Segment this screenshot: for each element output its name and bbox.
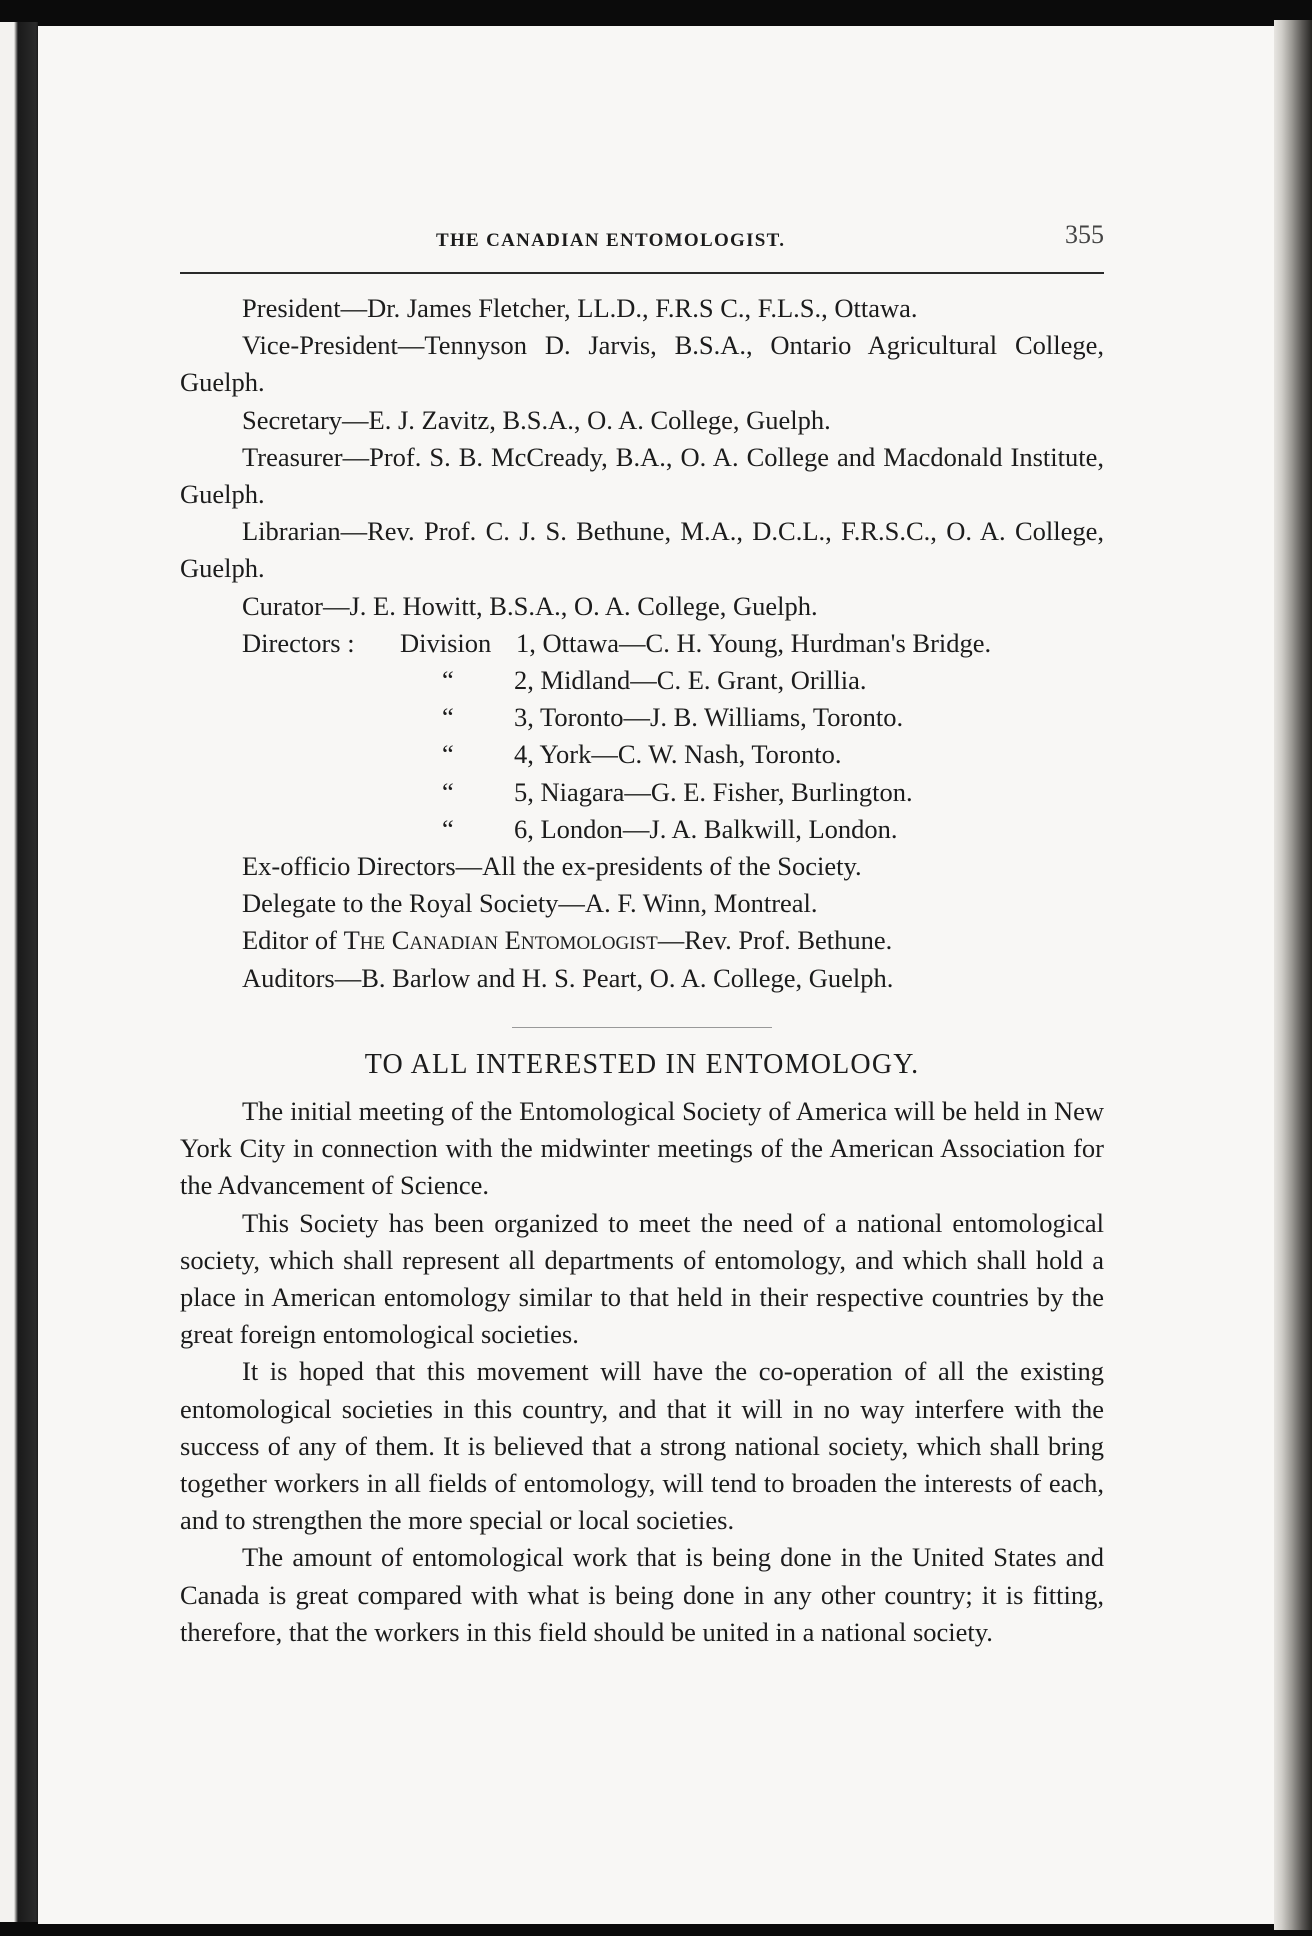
paragraph: The amount of entomological work that is being done in the United States and Canada is great compared with what is being done in any other country; it is fitting, therefore, that the workers in this field should be united in a national society. (180, 1542, 1104, 1647)
section-title: TO ALL INTERESTED IN ENTOMOLOGY. (364, 1048, 920, 1080)
director-entry: 5, Niagara—G. E. Fisher, Burlington. (514, 776, 913, 807)
division-word: Division (400, 627, 492, 658)
directors-row (180, 774, 1104, 811)
directors-row (180, 811, 1104, 848)
auditors: Auditors—B. Barlow and H. S. Peart, O. A. College, Guelph. (242, 962, 894, 993)
director-entry: 2, Midland—C. E. Grant, Orillia. (514, 665, 867, 696)
ditto-mark: “ (442, 665, 454, 696)
ditto-mark: “ (442, 776, 454, 807)
paragraph: It is hoped that this movement will have the co-operation of all the existing entomological societies in this country, and that it will in no way interfere with the success of any of them. It is believed that a strong national society, which shall bring together workers in all fields of entomology, will tend to broaden the interests of each, and to strengthen the more special or local societies. (180, 1356, 1104, 1536)
paragraph: The initial meeting of the Entomological Society of America will be held in New York City in connection with the midwinter meetings of the American Association for the Advancement of Science. (180, 1095, 1104, 1201)
ditto-mark: “ (442, 702, 454, 733)
officer-president: President—Dr. James Fletcher, LL.D., F.R.S C., F.L.S., Ottawa. (242, 293, 918, 323)
directors-label: Directors : (242, 627, 355, 658)
header-rule (180, 272, 1104, 274)
directors-row (180, 699, 1104, 736)
directors-list (180, 625, 1104, 848)
paragraph: This Society has been organized to meet the need of a national entomological society, which shall represent all departments of entomology, and which shall hold a place in American entomology similar to that held in their respective countries by the great foreign entomological societies. (180, 1207, 1104, 1350)
directors-row (180, 625, 1104, 662)
officer-treasurer: Treasurer—Prof. S. B. McCready, B.A., O. A. College and Macdonald Institute, Guelph. (180, 441, 1104, 510)
editor-prefix: Editor of (242, 925, 344, 956)
director-entry: 4, York—C. W. Nash, Toronto. (514, 739, 842, 770)
director-entry: 1, Ottawa—C. H. Young, Hurdman's Bridge. (516, 627, 992, 658)
director-entry: 3, Toronto—J. B. Williams, Toronto. (514, 702, 904, 733)
running-head: THE CANADIAN ENTOMOLOGIST. (436, 230, 786, 251)
officer-librarian: Librarian—Rev. Prof. C. J. S. Bethune, M.A., D.C.L., F.R.S.C., O. A. College, Guelph. (180, 516, 1104, 584)
editor-suffix: —Rev. Prof. Bethune. (657, 925, 893, 956)
ex-officio-directors: Ex-officio Directors—All the ex-presidents of the Society. (242, 850, 862, 881)
page-header (180, 210, 1104, 260)
officer-vice-president: Vice-President—Tennyson D. Jarvis, B.S.A., Ontario Agricultural College, Guelph. (180, 330, 1104, 398)
ditto-mark: “ (442, 813, 454, 844)
ditto-mark: “ (442, 739, 454, 770)
page-content (180, 210, 1104, 1651)
left-page-edge (0, 22, 38, 1922)
right-page-edge (1274, 20, 1312, 1930)
director-entry: 6, London—J. A. Balkwill, London. (514, 813, 898, 844)
officer-secretary: Secretary—E. J. Zavitz, B.S.A., O. A. College, Guelph. (242, 404, 831, 435)
officers-list (180, 290, 1104, 625)
royal-society-delegate: Delegate to the Royal Society—A. F. Winn, Montreal. (242, 888, 818, 919)
editor-line (180, 922, 1104, 959)
section-separator (512, 1027, 772, 1028)
officer-curator: Curator—J. E. Howitt, B.S.A., O. A. College, Guelph. (242, 590, 818, 621)
journal-title: The Canadian Entomologist (343, 925, 658, 956)
directors-row (180, 736, 1104, 773)
page-number: 355 (1065, 220, 1104, 249)
directors-row (180, 662, 1104, 699)
